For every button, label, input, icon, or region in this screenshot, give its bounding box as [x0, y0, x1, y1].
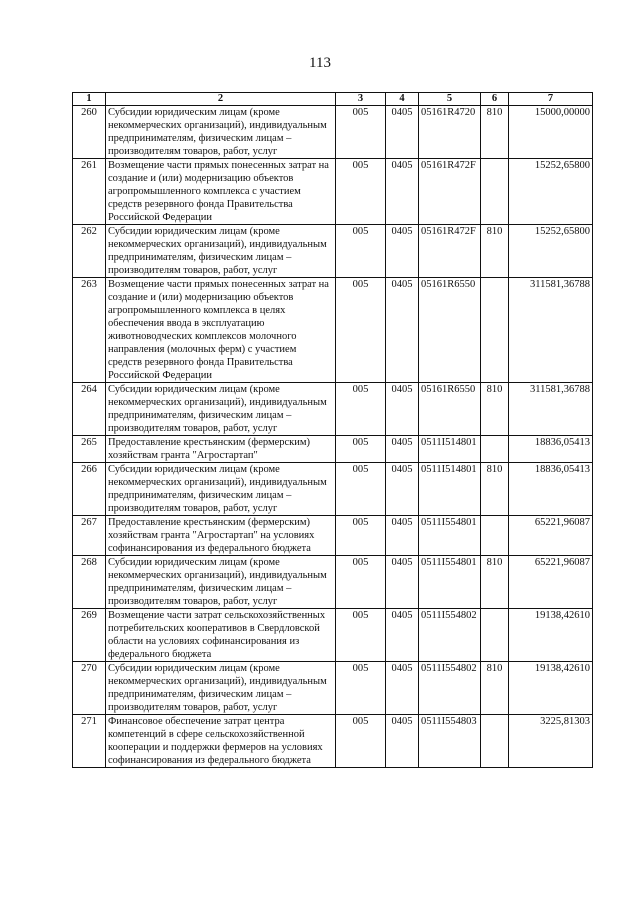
expense-type-cell	[481, 278, 509, 383]
item-name-line: хозяйствам гранта "Агростартап"	[108, 450, 258, 461]
table-body	[73, 106, 593, 768]
section-code-cell: 0405	[386, 516, 419, 556]
admin-code-cell: 005	[336, 463, 386, 516]
expense-type-cell	[481, 159, 509, 225]
item-name-line: софинансирования из федерального бюджета	[108, 755, 311, 766]
expense-type-cell	[481, 715, 509, 768]
item-name-line: Возмещение части прямых понесенных затрат на	[108, 279, 329, 290]
item-name-line: Финансовое обеспечение затрат центра	[108, 716, 285, 727]
table-row	[73, 516, 593, 556]
section-code-cell: 0405	[386, 609, 419, 662]
amount-cell: 18836,05413	[509, 463, 593, 516]
admin-code-cell: 005	[336, 383, 386, 436]
item-name-line: некоммерческих организаций), индивидуальным	[108, 397, 327, 408]
item-name-line: создание и (или) модернизацию объектов	[108, 173, 294, 184]
amount-cell: 311581,36788	[509, 383, 593, 436]
table-row	[73, 383, 593, 436]
item-name-cell	[106, 383, 336, 436]
row-number-cell: 265	[73, 436, 106, 463]
item-name-line: агропромышленного комплекса с участием	[108, 186, 301, 197]
item-name-line: создание и (или) модернизацию объектов	[108, 292, 294, 303]
admin-code-cell: 005	[336, 436, 386, 463]
amount-cell: 65221,96087	[509, 556, 593, 609]
item-name-line: предпринимателям, физическим лицам –	[108, 583, 292, 594]
section-code-cell: 0405	[386, 383, 419, 436]
row-number-cell: 267	[73, 516, 106, 556]
item-name-line: хозяйствам гранта "Агростартап" на условиях	[108, 530, 315, 541]
item-name-line: софинансирования из федерального бюджета	[108, 543, 311, 554]
expense-type-cell: 810	[481, 463, 509, 516]
amount-cell: 15000,00000	[509, 106, 593, 159]
article-code-cell: 0511I554802	[419, 609, 481, 662]
row-number-cell: 264	[73, 383, 106, 436]
table-row	[73, 278, 593, 383]
item-name-line: Возмещение части прямых понесенных затрат на	[108, 160, 329, 171]
expense-type-cell: 810	[481, 556, 509, 609]
column-header: 7	[509, 93, 593, 106]
admin-code-cell: 005	[336, 159, 386, 225]
table-row	[73, 662, 593, 715]
expense-type-cell	[481, 609, 509, 662]
row-number-cell: 269	[73, 609, 106, 662]
column-header: 2	[106, 93, 336, 106]
section-code-cell: 0405	[386, 662, 419, 715]
section-code-cell: 0405	[386, 463, 419, 516]
column-header: 6	[481, 93, 509, 106]
item-name-line: направления (молочных ферм) с участием	[108, 344, 297, 355]
item-name-line: некоммерческих организаций), индивидуальным	[108, 239, 327, 250]
item-name-line: Субсидии юридическим лицам (кроме	[108, 557, 280, 568]
section-code-cell: 0405	[386, 436, 419, 463]
article-code-cell: 05161R4720	[419, 106, 481, 159]
item-name-line: потребительских кооперативов в Свердловской	[108, 623, 320, 634]
section-code-cell: 0405	[386, 556, 419, 609]
item-name-cell	[106, 556, 336, 609]
item-name-line: кооперации и поддержки фермеров на условиях	[108, 742, 323, 753]
item-name-line: компетенций в сфере сельскохозяйственной	[108, 729, 305, 740]
item-name-line: агропромышленного комплекса в целях	[108, 305, 286, 316]
item-name-line: средств резервного фонда Правительства	[108, 199, 293, 210]
item-name-line: предпринимателям, физическим лицам –	[108, 252, 292, 263]
amount-cell: 18836,05413	[509, 436, 593, 463]
item-name-line: производителям товаров, работ, услуг	[108, 596, 278, 607]
admin-code-cell: 005	[336, 278, 386, 383]
row-number-cell: 263	[73, 278, 106, 383]
section-code-cell: 0405	[386, 715, 419, 768]
expense-type-cell: 810	[481, 225, 509, 278]
item-name-line: предпринимателям, физическим лицам –	[108, 133, 292, 144]
section-code-cell: 0405	[386, 278, 419, 383]
amount-cell: 19138,42610	[509, 662, 593, 715]
item-name-line: предпринимателям, физическим лицам –	[108, 410, 292, 421]
expense-type-cell	[481, 516, 509, 556]
article-code-cell: 0511I514801	[419, 436, 481, 463]
table-row	[73, 463, 593, 516]
amount-cell: 15252,65800	[509, 225, 593, 278]
item-name-cell	[106, 609, 336, 662]
section-code-cell: 0405	[386, 159, 419, 225]
item-name-line: предпринимателям, физическим лицам –	[108, 490, 292, 501]
item-name-line: производителям товаров, работ, услуг	[108, 265, 278, 276]
item-name-line: Предоставление крестьянским (фермерским)	[108, 437, 311, 448]
amount-cell: 15252,65800	[509, 159, 593, 225]
amount-cell: 65221,96087	[509, 516, 593, 556]
amount-cell: 3225,81303	[509, 715, 593, 768]
article-code-cell: 05161R6550	[419, 278, 481, 383]
item-name-line: Субсидии юридическим лицам (кроме	[108, 226, 280, 237]
table-row	[73, 225, 593, 278]
item-name-line: предпринимателям, физическим лицам –	[108, 689, 292, 700]
article-code-cell: 0511I554801	[419, 516, 481, 556]
row-number-cell: 260	[73, 106, 106, 159]
item-name-line: обеспечения ввода в эксплуатацию	[108, 318, 265, 329]
article-code-cell: 05161R472F	[419, 225, 481, 278]
item-name-cell	[106, 436, 336, 463]
amount-cell: 19138,42610	[509, 609, 593, 662]
article-code-cell: 05161R6550	[419, 383, 481, 436]
item-name-cell	[106, 106, 336, 159]
table-row	[73, 715, 593, 768]
item-name-line: некоммерческих организаций), индивидуальным	[108, 120, 327, 131]
table-row	[73, 609, 593, 662]
item-name-line: производителям товаров, работ, услуг	[108, 503, 278, 514]
column-header: 1	[73, 93, 106, 106]
row-number-cell: 271	[73, 715, 106, 768]
item-name-line: средств резервного фонда Правительства	[108, 357, 293, 368]
item-name-line: некоммерческих организаций), индивидуальным	[108, 676, 327, 687]
item-name-line: Возмещение части затрат сельскохозяйственных	[108, 610, 326, 621]
amount-cell: 311581,36788	[509, 278, 593, 383]
row-number-cell: 270	[73, 662, 106, 715]
article-code-cell: 0511I554803	[419, 715, 481, 768]
item-name-line: Российской Федерации	[108, 370, 212, 381]
table-row	[73, 106, 593, 159]
item-name-line: производителям товаров, работ, услуг	[108, 423, 278, 434]
item-name-cell	[106, 516, 336, 556]
item-name-cell	[106, 159, 336, 225]
item-name-line: Российской Федерации	[108, 212, 212, 223]
admin-code-cell: 005	[336, 225, 386, 278]
row-number-cell: 261	[73, 159, 106, 225]
article-code-cell: 0511I554802	[419, 662, 481, 715]
item-name-cell	[106, 463, 336, 516]
item-name-line: некоммерческих организаций), индивидуальным	[108, 477, 327, 488]
budget-table	[72, 92, 593, 768]
admin-code-cell: 005	[336, 556, 386, 609]
column-header: 4	[386, 93, 419, 106]
item-name-cell	[106, 278, 336, 383]
section-code-cell: 0405	[386, 225, 419, 278]
item-name-line: Субсидии юридическим лицам (кроме	[108, 107, 280, 118]
item-name-line: федерального бюджета	[108, 649, 212, 660]
admin-code-cell: 005	[336, 106, 386, 159]
item-name-cell	[106, 225, 336, 278]
row-number-cell: 262	[73, 225, 106, 278]
item-name-line: Субсидии юридическим лицам (кроме	[108, 464, 280, 475]
table-row	[73, 556, 593, 609]
section-code-cell: 0405	[386, 106, 419, 159]
column-header: 3	[336, 93, 386, 106]
article-code-cell: 0511I514801	[419, 463, 481, 516]
admin-code-cell: 005	[336, 715, 386, 768]
item-name-line: Предоставление крестьянским (фермерским)	[108, 517, 311, 528]
table-row	[73, 159, 593, 225]
item-name-line: Субсидии юридическим лицам (кроме	[108, 384, 280, 395]
admin-code-cell: 005	[336, 662, 386, 715]
item-name-line: Субсидии юридическим лицам (кроме	[108, 663, 280, 674]
expense-type-cell: 810	[481, 106, 509, 159]
item-name-line: некоммерческих организаций), индивидуальным	[108, 570, 327, 581]
item-name-line: производителям товаров, работ, услуг	[108, 146, 278, 157]
row-number-cell: 266	[73, 463, 106, 516]
item-name-cell	[106, 715, 336, 768]
column-header: 5	[419, 93, 481, 106]
page-number: 113	[309, 55, 331, 71]
item-name-line: области на условиях софинансирования из	[108, 636, 300, 647]
article-code-cell: 05161R472F	[419, 159, 481, 225]
admin-code-cell: 005	[336, 516, 386, 556]
admin-code-cell: 005	[336, 609, 386, 662]
item-name-line: животноводческих комплексов молочного	[108, 331, 297, 342]
article-code-cell: 0511I554801	[419, 556, 481, 609]
item-name-line: производителям товаров, работ, услуг	[108, 702, 278, 713]
item-name-cell	[106, 662, 336, 715]
row-number-cell: 268	[73, 556, 106, 609]
table-row	[73, 436, 593, 463]
expense-type-cell: 810	[481, 662, 509, 715]
table-header-row	[73, 93, 593, 106]
expense-type-cell	[481, 436, 509, 463]
expense-type-cell: 810	[481, 383, 509, 436]
